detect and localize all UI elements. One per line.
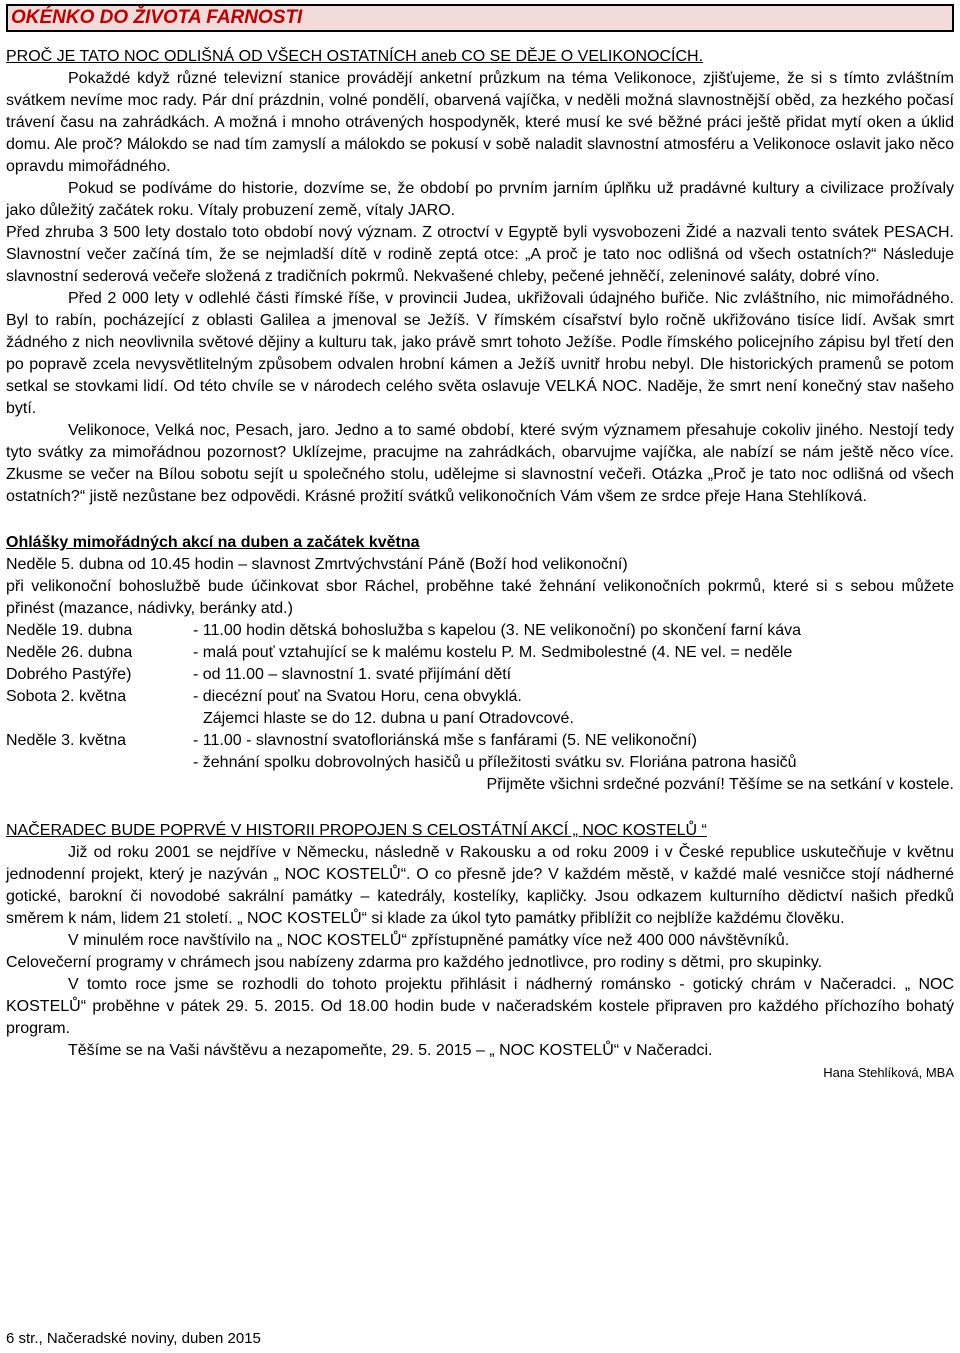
article-paragraph: Pokud se podíváme do historie, dozvíme se, že období po prvním jarním úplňku už pradávné kultury a civilizace prožívaly jako důležitý začátek roku. Vítaly probuzení země, vítaly JARO.	[6, 180, 954, 219]
schedule-date: Neděle 19. dubna	[6, 622, 133, 639]
page-footer: 6 str., Načeradské noviny, duben 2015	[6, 1330, 261, 1347]
schedule-text: - 11.00 - slavnostní svatofloriánská mše s fanfárami (5. NE velikonoční)	[193, 732, 697, 749]
announcement-line: při velikonoční bohoslužbě bude účinkovat sbor Ráchel, proběhne také žehnání velikonočních pokrmů, které si s sebou můžete přinést (mazance, nádivky, beránky atd.)	[6, 578, 954, 617]
article-paragraph: Celovečerní programy v chrámech jsou nabízeny zdarma pro každého jednotlivce, pro rodiny s dětmi, pro skupinky.	[6, 954, 823, 971]
schedule-text: - od 11.00 – slavnostní 1. svaté přijímání dětí	[193, 666, 512, 683]
article-paragraph: Pokaždé když různé televizní stanice provádějí anketní průzkum na téma Velikonoce, zjišťujeme, že si s tímto zvláštním svátkem nevíme moc rady. Pár dní prázdnin, volné pondělí, obarvená vajíčka, v neděli možná slavnostnější oběd, za hezkého počasí trávení času na zahrádkách. A možná i mnoho otrávených hospodyněk, které musí ke své běžné práci ještě přidat mytí oken a úklid domu. Ale proč? Málokdo se nad tím zamyslí a málokdo se pokusí v sobě naladit slavnostní atmosféru a Velikonoce oslavit jako něco opravdu mimořádného.	[6, 70, 954, 175]
article-paragraph: Těšíme se na Vaši návštěvu a nezapomeňte, 29. 5. 2015 – „ NOC KOSTELŮ“ v Načeradci.	[68, 1042, 713, 1059]
article-paragraph: Před zhruba 3 500 lety dostalo toto období nový význam. Z otroctví v Egyptě byli vysvobozeni Židé a nazvali tento svátek PESACH. Slavnostní večer začíná tím, že se nejmladší dítě v rodině zeptá otce: „A proč je tato noc odlišná od všech ostatních?“ Následuje slavnostní sederová večeře složená z tradičních pokrmů. Nekvašené chleby, pečené jehněčí, zeleninové saláty, dobré víno.	[6, 224, 954, 285]
article-paragraph: Již od roku 2001 se nejdříve v Německu, následně v Rakousku a od roku 2009 i v České republice uskutečňuje v květnu jednodenní projekt, který je nazýván „ NOC KOSTELŮ“. O co přesně jde? V každém městě, v každé malé vesničce stojí nádherné gotické, barokní či novodobé sakrální památky – katedrály, kostelíky, kapličky. Jsou odkazem kulturního dědictví našich předků směrem k nám, lidem 21 století. „ NOC KOSTELŮ“ si klade za úkol tyto památky přiblížit co nejblíže každému člověku.	[6, 844, 954, 927]
author-signature: Hana Stehlíková, MBA	[823, 1065, 954, 1080]
schedule-date	[6, 752, 193, 774]
article-paragraph: V tomto roce jsme se rozhodli do tohoto projektu přihlásit i nádherný románsko - gotický chrám v Načeradci. „ NOC KOSTELŮ“ proběhne v pátek 29. 5. 2015. Od 18.00 hodin bude v načeradském kostele připraven pro každého příchozího bohatý program.	[6, 976, 954, 1037]
page	[6, 4, 954, 1082]
announcements-heading: Ohlášky mimořádných akcí na duben a začátek května	[6, 534, 420, 551]
schedule-date: Neděle 26. dubna	[6, 644, 133, 661]
schedule-date: Sobota 2. května	[6, 688, 127, 705]
announcement-line: Neděle 5. dubna od 10.45 hodin – slavnost Zmrtvýchvstání Páně (Boží hod velikonoční)	[6, 556, 628, 573]
section-title-box	[6, 4, 954, 32]
section-title: OKÉNKO DO ŽIVOTA FARNOSTI	[11, 7, 303, 28]
schedule-text: - malá pouť vztahující se k malému kostelu P. M. Sedmibolestné (4. NE vel. = neděle	[193, 644, 793, 661]
article-heading: PROČ JE TATO NOC ODLIŠNÁ OD VŠECH OSTATNÍCH aneb CO SE DĚJE O VELIKONOCÍCH.	[6, 48, 704, 65]
schedule-date: Dobrého Pastýře)	[6, 666, 132, 683]
article-paragraph: Velikonoce, Velká noc, Pesach, jaro. Jedno a to samé období, které svým významem přesahuje cokoliv jiného. Nestojí tedy tyto svátky za mimořádnou pozornost? Uklízejme, pracujme na zahrádkách, obarvujme vajíčka, ale nabízí se nám ještě něco více. Zkusme se večer na Bílou sobotu sejít u společného stolu, udělejme si slavnostní večeři. Otázka „Proč je tato noc odlišná od všech ostatních?“ jistě nezůstane bez odpovědi. Krásné prožití svátků velikonočních Vám všem ze srdce přeje Hana Stehlíková.	[6, 422, 954, 505]
schedule-date: Neděle 3. května	[6, 732, 127, 749]
invitation-closing: Přijměte všichni srdečné pozvání! Těšíme se na setkání v kostele.	[486, 776, 954, 793]
article-paragraph: V minulém roce navštívilo na „ NOC KOSTELŮ“ zpřístupněné památky více než 400 000 návštěvníků.	[68, 932, 790, 949]
schedule-date	[6, 708, 193, 730]
schedule-list	[6, 620, 954, 774]
article-paragraph: Před 2 000 lety v odlehlé části římské říše, v provincii Judea, ukřižovali údajného buřiče. Nic zvláštního, nic mimořádného. Byl to rabín, pocházející z oblasti Galilea a jmenoval se Ježíš. V římském císařství bylo ročně ukřižováno tisíce lidí. Avšak smrt žádného z nich neovlivnila světové dějiny a kulturu tak, jako právě smrt tohoto Ježíše. Podle římského policejního zápisu byl třetí den po popravě zcela nevysvětlitelným způsobem odvalen hrobní kámen a Ježíš uvnitř hrobu nebyl. Dle historických pramenů se potom setkal se stovkami lidí. Od této chvíle se v národech celého světa oslavuje VELKÁ NOC. Naděje, že smrt není konečný stav našeho bytí.	[6, 290, 954, 417]
schedule-text: - 11.00 hodin dětská bohoslužba s kapelou (3. NE velikonoční) po skončení farní káva	[193, 622, 802, 639]
schedule-text: - diecézní pouť na Svatou Horu, cena obvyklá.	[193, 688, 522, 705]
schedule-text: Zájemci hlaste se do 12. dubna u paní Otradovcové.	[203, 710, 574, 727]
schedule-text: - žehnání spolku dobrovolných hasičů u příležitosti svátku sv. Floriána patrona hasičů	[193, 754, 797, 771]
article-heading: NAČERADEC BUDE POPRVÉ V HISTORII PROPOJEN S CELOSTÁTNÍ AKCÍ „ NOC KOSTELŮ “	[6, 822, 707, 839]
